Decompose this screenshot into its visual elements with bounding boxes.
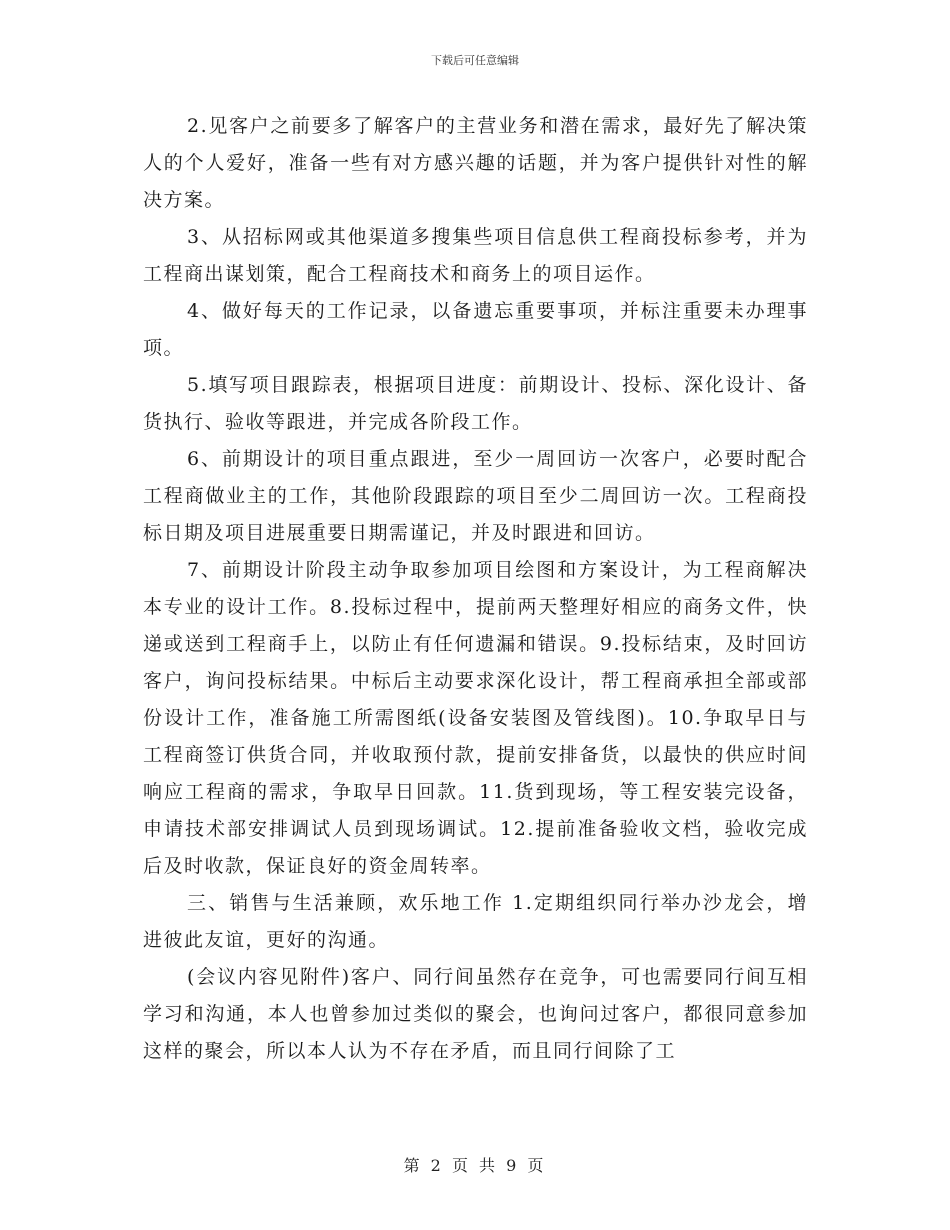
paragraph-item-5: 5.填写项目跟踪表，根据项目进度：前期设计、投标、深化设计、备货执行、验收等跟进，并完成各阶段工作。 (143, 374, 808, 433)
paragraph-item-6: 6、前期设计的项目重点跟进，至少一周回访一次客户，必要时配合工程商做业主的工作，其他阶段跟踪的项目至少二周回访一次。工程商投标日期及项目进展重要日期需谨记，并及时跟进和回访。 (143, 448, 808, 544)
paragraph-meeting: (会议内容见附件)客户、同行间虽然存在竞争，可也需要同行间互相学习和沟通，本人也曾参加过类似的聚会，也询问过客户，都很同意参加这样的聚会，所以本人认为不存在矛盾，而且同行间除了工 (143, 966, 808, 1062)
paragraph-item-3: 3、从招标网或其他渠道多搜集些项目信息供工程商投标参考，并为工程商出谋划策，配合工程商技术和商务上的项目运作。 (143, 226, 808, 285)
paragraph-item-2: 2.见客户之前要多了解客户的主营业务和潜在需求，最好先了解决策人的个人爱好，准备一些有对方感兴趣的话题，并为客户提供针对性的解决方案。 (143, 115, 808, 211)
paragraph-item-7: 7、前期设计阶段主动争取参加项目绘图和方案设计，为工程商解决本专业的设计工作。8.投标过程中，提前两天整理好相应的商务文件，快递或送到工程商手上，以防止有任何遗漏和错误。9.投标结束，及时回访客户，询问投标结果。中标后主动要求深化设计，帮工程商承担全部或部份设计工作，准备施工所需图纸(设备安装图及管线图)。10.争取早日与工程商签订供货合同，并收取预付款，提前安排备货，以最快的供应时间响应工程商的需求，争取早日回款。11.货到现场，等工程安装完设备，申请技术部安排调试人员到现场调试。12.提前准备验收文档，验收完成后及时收款，保证良好的资金周转率。 (143, 559, 808, 877)
document-body (143, 108, 808, 1070)
page-header: 下载后可任意编辑 (431, 54, 519, 67)
page-number: 第 2 页 共 9 页 (403, 1156, 547, 1175)
paragraph-section-3: 三、销售与生活兼顾，欢乐地工作 1.定期组织同行举办沙龙会，增进彼此友谊，更好的沟通。 (143, 892, 808, 951)
paragraph-item-4: 4、做好每天的工作记录，以备遗忘重要事项，并标注重要未办理事项。 (143, 300, 808, 359)
